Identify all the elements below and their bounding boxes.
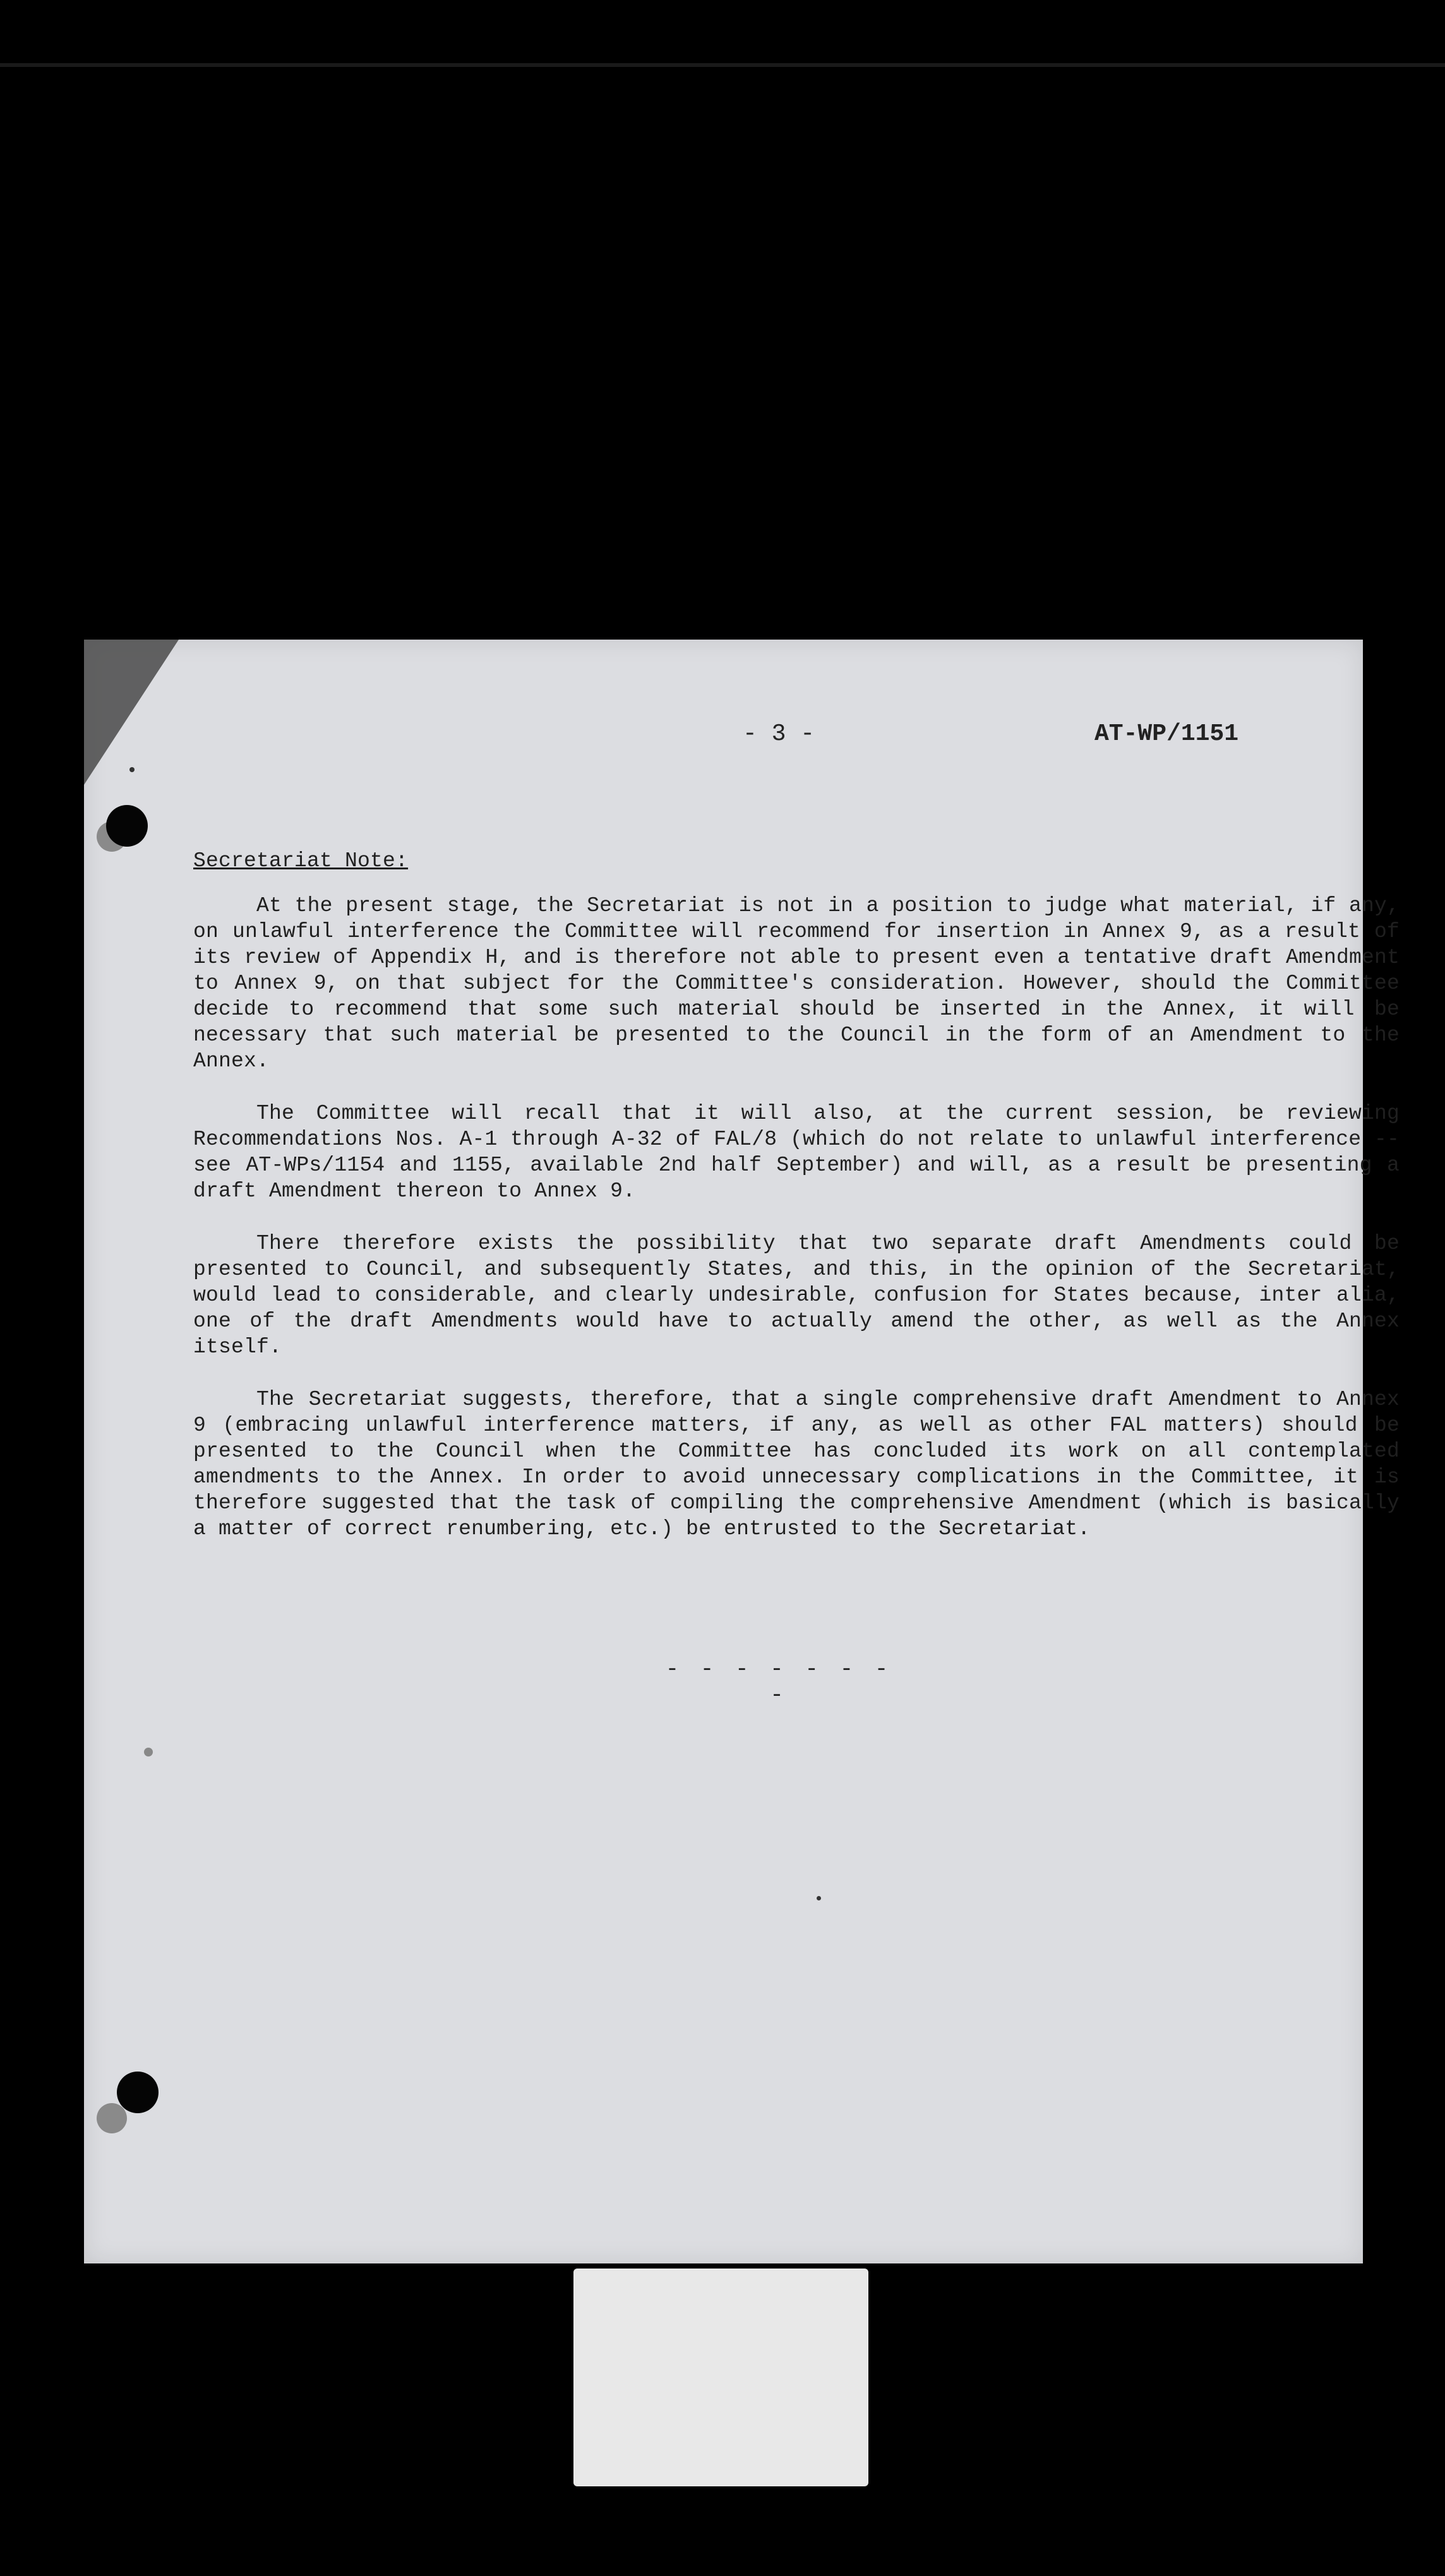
paragraph-4: The Secretariat suggests, therefore, that a single comprehensive draft Amendment to Annex 9 (embracing unlawful interference matters, if any, as well as other FAL matters) should be presented to the Council when the Committee has concluded its work on all contemplated amendments to the Annex. In order to avoid unnecessary complications in the Committee, it is therefore suggested that the task of compiling the comprehensive Amendment (which is basically a matter of correct renumbering, etc.) be entrusted to the Secretariat. (193, 1388, 1400, 1541)
punch-hole-shadow-bottom (97, 2103, 127, 2133)
speck (144, 1748, 153, 1756)
punch-hole-bottom (117, 2072, 159, 2113)
folded-corner (84, 640, 179, 785)
page-number: - 3 - (742, 720, 815, 748)
filing-card (573, 2269, 868, 2486)
speck (129, 767, 135, 772)
paragraph-3: There therefore exists the possibility that two separate draft Amendments could be presented to Council, and subsequently States, and this, in the opinion of the Secretariat, would lead to considerable, and clearly undesirable, confusion for States because, inter alia, one of the draft Amendments would have to actually amend the other, as well as the Annex itself. (193, 1232, 1400, 1359)
paragraph-1: At the present stage, the Secretariat is not in a position to judge what material, if any, on unlawful interference the Committee will recommend for insertion in Annex 9, as a result of its review of Appendix H, and is therefore not able to present even a tentative draft Amendment to Annex 9, on that subject for the Committee's consideration. However, should the Committee decide to recommend that some such material should be inserted in the Annex, it will be necessary that such material be presented to the Council in the form of an Amendment to the Annex. (193, 894, 1400, 1073)
document-page (84, 640, 1400, 2263)
note-body (193, 848, 1400, 1568)
punch-hole-top (106, 805, 148, 847)
document-reference: AT-WP/1151 (1094, 720, 1239, 748)
end-separator: - - - - - - - - (665, 1656, 892, 1708)
scanner-top-strip (0, 63, 1445, 67)
paragraph-2: The Committee will recall that it will also, at the current session, be reviewing Recommendations Nos. A-1 through A-32 of FAL/8 (which do not relate to unlawful interference -- see AT-WPs/1154 and 1155, available 2nd half September) and will, as a result be presenting a draft Amendment thereon to Annex 9. (193, 1102, 1400, 1203)
speck (817, 1896, 821, 1900)
note-heading: Secretariat Note: (193, 849, 409, 873)
